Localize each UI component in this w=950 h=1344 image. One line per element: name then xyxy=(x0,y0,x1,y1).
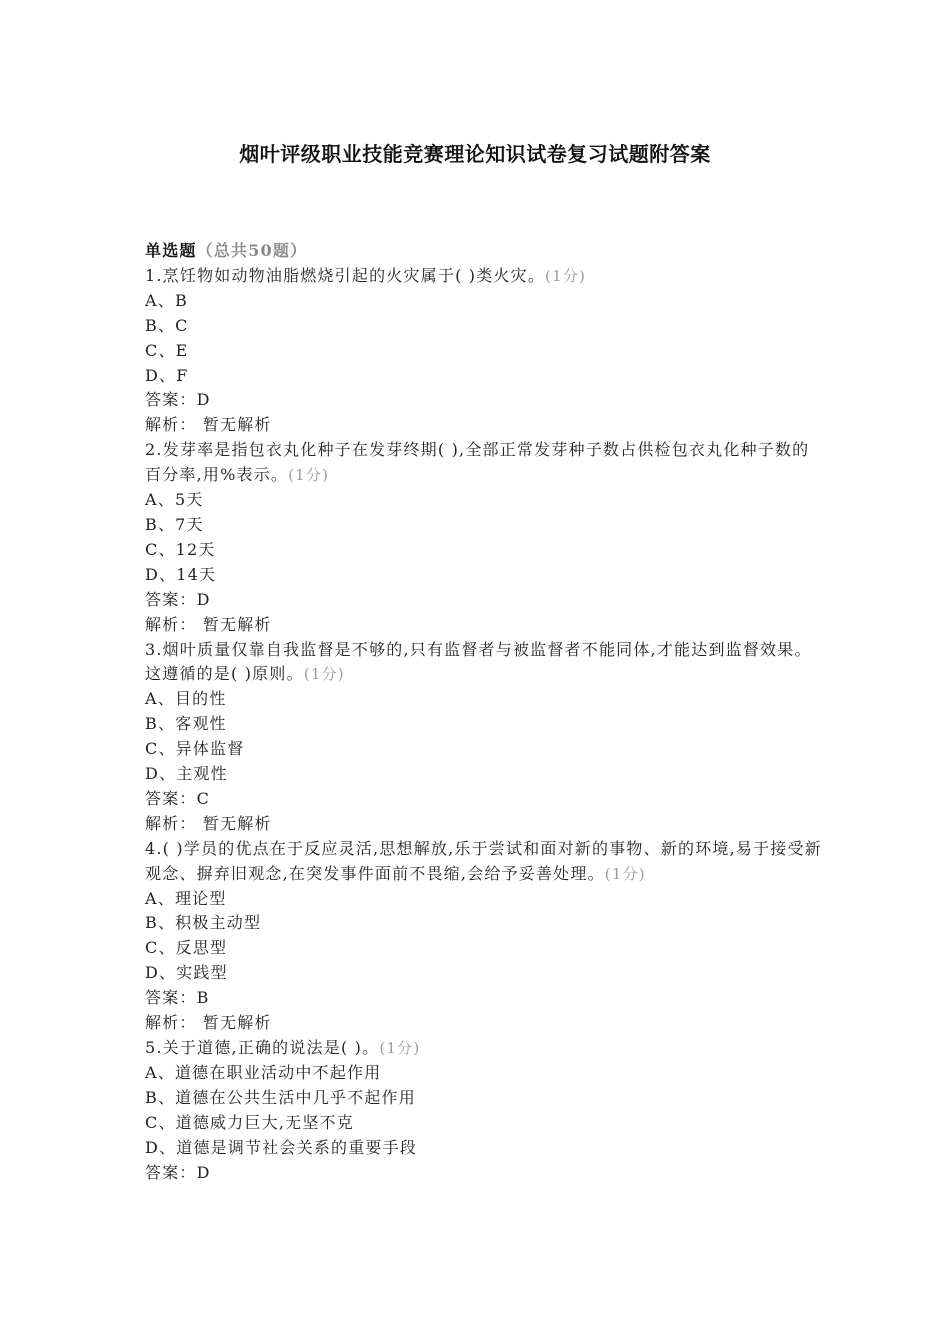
question-score: (1分) xyxy=(288,466,330,485)
question-block xyxy=(145,264,825,438)
option: A、5天 xyxy=(145,490,204,510)
question-block xyxy=(145,837,825,1036)
analysis: 解析： 暂无解析 xyxy=(145,415,272,435)
option: B、客观性 xyxy=(145,714,227,734)
analysis: 解析： 暂无解析 xyxy=(145,614,272,634)
option: C、反思型 xyxy=(145,938,228,958)
question-text: 3.烟叶质量仅靠自我监督是不够的,只有监督者与被监督者不能同体,才能达到监督效果。这遵循的是( )原则。 xyxy=(145,639,812,684)
answer: 答案：D xyxy=(145,390,211,410)
question-text: 2.发芽率是指包衣丸化种子在发芽终期( ),全部正常发芽种子数占供检包衣丸化种子数的百分率,用%表示。 xyxy=(145,440,810,485)
option: C、12天 xyxy=(145,539,216,559)
option: D、F xyxy=(145,365,189,385)
section-count: （总共50题） xyxy=(196,241,308,260)
option: C、道德威力巨大,无坚不克 xyxy=(145,1112,354,1132)
question-stem xyxy=(145,638,825,688)
analysis: 解析： 暂无解析 xyxy=(145,813,272,833)
question-text: 4.( )学员的优点在于反应灵活,思想解放,乐于尝试和面对新的事物、新的环境,易于接受新观念、摒弃旧观念,在突发事件面前不畏缩,会给予妥善处理。 xyxy=(145,838,822,883)
answer: 答案：D xyxy=(145,1162,211,1182)
question-stem xyxy=(145,1036,825,1061)
option: B、积极主动型 xyxy=(145,913,262,933)
section-heading xyxy=(145,239,825,264)
analysis: 解析： 暂无解析 xyxy=(145,1013,272,1033)
question-block xyxy=(145,1036,825,1185)
question-score: (1分) xyxy=(303,665,345,684)
option: C、E xyxy=(145,340,189,360)
page-title: 烟叶评级职业技能竞赛理论知识试卷复习试题附答案 xyxy=(239,142,711,166)
option: B、7天 xyxy=(145,514,204,534)
question-stem xyxy=(145,264,825,289)
question-text: 1.烹饪物如动物油脂燃烧引起的火灾属于( )类火灾。 xyxy=(145,265,546,285)
question-stem xyxy=(145,837,825,887)
answer: 答案：C xyxy=(145,788,211,808)
question-score: (1分) xyxy=(604,864,646,883)
option: A、道德在职业活动中不起作用 xyxy=(145,1062,382,1082)
answer: 答案：B xyxy=(145,988,210,1008)
option: D、实践型 xyxy=(145,963,228,983)
question-score: (1分) xyxy=(545,266,587,285)
option: B、道德在公共生活中几乎不起作用 xyxy=(145,1087,416,1107)
option: B、C xyxy=(145,315,189,335)
option: D、道德是调节社会关系的重要手段 xyxy=(145,1137,418,1157)
option: A、B xyxy=(145,290,188,310)
option: D、14天 xyxy=(145,564,217,584)
section-label: 单选题 xyxy=(145,241,197,260)
option: A、理论型 xyxy=(145,888,227,908)
question-list xyxy=(145,239,825,1185)
option: D、主观性 xyxy=(145,764,228,784)
question-stem xyxy=(145,438,825,488)
answer: 答案：D xyxy=(145,589,211,609)
question-block xyxy=(145,438,825,637)
option: A、目的性 xyxy=(145,689,227,709)
question-text: 5.关于道德,正确的说法是( )。 xyxy=(145,1038,380,1057)
question-block xyxy=(145,638,825,837)
question-score: (1分) xyxy=(379,1039,421,1057)
option: C、异体监督 xyxy=(145,739,245,759)
